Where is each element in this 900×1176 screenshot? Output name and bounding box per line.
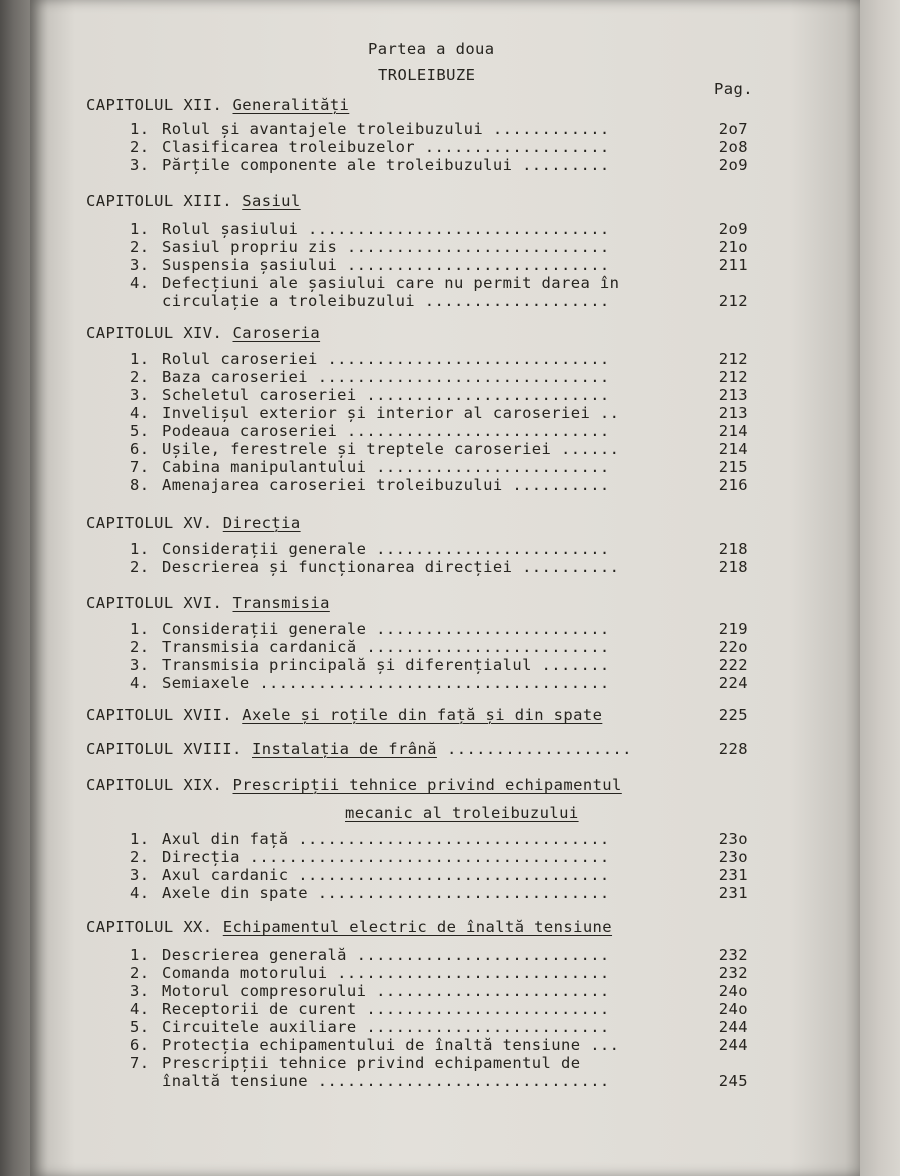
entry-number: 6. bbox=[130, 440, 150, 458]
entry-title: Axele din spate .............................. bbox=[162, 884, 610, 902]
entry-number: 3. bbox=[130, 256, 150, 274]
chapter-dot-leader: ................... bbox=[437, 740, 632, 758]
entry-title: Podeaua caroseriei ........................... bbox=[162, 422, 610, 440]
chapter-heading: CAPITOLUL XII. bbox=[86, 96, 223, 114]
chapter-heading: CAPITOLUL XIX. bbox=[86, 776, 223, 794]
entry-page-number: 22o bbox=[718, 638, 748, 656]
entry-page-number: 2o7 bbox=[718, 120, 748, 138]
next-page-edge bbox=[860, 0, 900, 1176]
entry-number: 2. bbox=[130, 368, 150, 386]
entry-number: 1. bbox=[130, 350, 150, 368]
entry-page-number: 244 bbox=[718, 1018, 748, 1036]
entry-title: Prescripții tehnice privind echipamentul de bbox=[162, 1054, 581, 1072]
entry-title: Clasificarea troleibuzelor ................... bbox=[162, 138, 610, 156]
entry-page-number: 2o8 bbox=[718, 138, 748, 156]
entry-title: Sasiul propriu zis ........................... bbox=[162, 238, 610, 256]
entry-number: 2. bbox=[130, 848, 150, 866]
chapter-title: Transmisia bbox=[232, 594, 330, 612]
entry-number: 3. bbox=[130, 982, 150, 1000]
entry-page-number: 231 bbox=[718, 866, 748, 884]
section-title: TROLEIBUZE bbox=[378, 66, 476, 84]
entry-page-number: 215 bbox=[718, 458, 748, 476]
entry-title: Invelișul exterior și interior al caroseriei .. bbox=[162, 404, 620, 422]
entry-page-number: 219 bbox=[718, 620, 748, 638]
entry-number: 7. bbox=[130, 1054, 150, 1072]
entry-page-number: 24o bbox=[718, 1000, 748, 1018]
chapter-title: Direcția bbox=[222, 514, 301, 532]
entry-title: Rolul caroseriei ............................. bbox=[162, 350, 610, 368]
chapter-heading: CAPITOLUL XX. bbox=[86, 918, 213, 936]
entry-number: 7. bbox=[130, 458, 150, 476]
entry-number: 6. bbox=[130, 1036, 150, 1054]
entry-title: Direcția ..................................... bbox=[162, 848, 610, 866]
entry-page-number: 214 bbox=[718, 422, 748, 440]
entry-number: 4. bbox=[130, 274, 150, 292]
entry-number: 5. bbox=[130, 1018, 150, 1036]
entry-page-number: 23o bbox=[718, 830, 748, 848]
entry-page-number: 214 bbox=[718, 440, 748, 458]
chapter-page-number: 225 bbox=[718, 706, 748, 724]
chapter-heading: CAPITOLUL XV. bbox=[86, 514, 213, 532]
chapter-title: Caroseria bbox=[232, 324, 321, 342]
chapter-heading: CAPITOLUL XVII. bbox=[86, 706, 232, 724]
entry-number: 3. bbox=[130, 156, 150, 174]
entry-page-number: 211 bbox=[718, 256, 748, 274]
entry-number: 2. bbox=[130, 238, 150, 256]
entry-page-number: 213 bbox=[718, 404, 748, 422]
chapter-heading: CAPITOLUL XIII. bbox=[86, 192, 232, 210]
entry-page-number: 21o bbox=[718, 238, 748, 256]
entry-page-number: 218 bbox=[718, 540, 748, 558]
entry-number: 1. bbox=[130, 946, 150, 964]
entry-number: 3. bbox=[130, 656, 150, 674]
part-heading: Partea a doua bbox=[368, 40, 495, 58]
entry-page-number: 2o9 bbox=[718, 156, 748, 174]
entry-number: 1. bbox=[130, 540, 150, 558]
entry-title: Rolul și avantajele troleibuzului ............ bbox=[162, 120, 610, 138]
entry-title: Comanda motorului ............................ bbox=[162, 964, 610, 982]
entry-title: Considerații generale ........................ bbox=[162, 540, 610, 558]
entry-title: Ușile, ferestrele și treptele caroseriei ...... bbox=[162, 440, 620, 458]
entry-title: Transmisia principală și diferențialul ....... bbox=[162, 656, 610, 674]
chapter-title: Prescripții tehnice privind echipamentul bbox=[232, 776, 622, 794]
entry-title: Scheletul caroseriei ......................... bbox=[162, 386, 610, 404]
entry-title: Cabina manipulantului ........................ bbox=[162, 458, 610, 476]
chapter-heading: CAPITOLUL XVI. bbox=[86, 594, 223, 612]
entry-title: Amenajarea caroseriei troleibuzului .......... bbox=[162, 476, 610, 494]
chapter-title: Axele și roțile din față și din spate bbox=[242, 706, 603, 724]
entry-number: 4. bbox=[130, 884, 150, 902]
entry-number: 4. bbox=[130, 1000, 150, 1018]
entry-number: 2. bbox=[130, 638, 150, 656]
entry-title: Rolul șasiului ............................... bbox=[162, 220, 610, 238]
entry-title: circulație a troleibuzului ................... bbox=[162, 292, 610, 310]
entry-title: Defecțiuni ale șasiului care nu permit darea în bbox=[162, 274, 620, 292]
entry-number: 2. bbox=[130, 138, 150, 156]
entry-title: Receptorii de curent ......................... bbox=[162, 1000, 610, 1018]
entry-page-number: 245 bbox=[718, 1072, 748, 1090]
entry-page-number: 244 bbox=[718, 1036, 748, 1054]
entry-page-number: 213 bbox=[718, 386, 748, 404]
entry-page-number: 212 bbox=[718, 292, 748, 310]
entry-title: Considerații generale ........................ bbox=[162, 620, 610, 638]
entry-number: 4. bbox=[130, 674, 150, 692]
entry-number: 4. bbox=[130, 404, 150, 422]
entry-page-number: 232 bbox=[718, 946, 748, 964]
entry-title: Transmisia cardanică ......................... bbox=[162, 638, 610, 656]
entry-title: înaltă tensiune .............................. bbox=[162, 1072, 610, 1090]
chapter-heading: CAPITOLUL XVIII. bbox=[86, 740, 242, 758]
entry-number: 1. bbox=[130, 830, 150, 848]
chapter-title: Sasiul bbox=[242, 192, 301, 210]
entry-page-number: 222 bbox=[718, 656, 748, 674]
chapter-heading: CAPITOLUL XIV. bbox=[86, 324, 223, 342]
entry-number: 1. bbox=[130, 220, 150, 238]
chapter-page-number: 228 bbox=[718, 740, 748, 758]
entry-page-number: 232 bbox=[718, 964, 748, 982]
book-spine-shadow bbox=[0, 0, 30, 1176]
entry-number: 8. bbox=[130, 476, 150, 494]
entry-title: Axul cardanic ................................ bbox=[162, 866, 610, 884]
entry-page-number: 216 bbox=[718, 476, 748, 494]
entry-number: 2. bbox=[130, 558, 150, 576]
entry-title: Baza caroseriei .............................. bbox=[162, 368, 610, 386]
entry-number: 2. bbox=[130, 964, 150, 982]
entry-number: 1. bbox=[130, 120, 150, 138]
chapter-title: Generalități bbox=[232, 96, 350, 114]
entry-title: Motorul compresorului ........................ bbox=[162, 982, 610, 1000]
entry-page-number: 231 bbox=[718, 884, 748, 902]
entry-title: Părțile componente ale troleibuzului ......... bbox=[162, 156, 610, 174]
entry-page-number: 212 bbox=[718, 350, 748, 368]
entry-number: 3. bbox=[130, 866, 150, 884]
chapter-title-continued: mecanic al troleibuzului bbox=[345, 804, 579, 822]
chapter-title: Instalația de frână bbox=[252, 740, 437, 758]
entry-title: Circuitele auxiliare ......................... bbox=[162, 1018, 610, 1036]
entry-page-number: 23o bbox=[718, 848, 748, 866]
entry-number: 5. bbox=[130, 422, 150, 440]
entry-page-number: 2o9 bbox=[718, 220, 748, 238]
entry-number: 1. bbox=[130, 620, 150, 638]
entry-title: Suspensia șasiului ........................... bbox=[162, 256, 610, 274]
entry-title: Descrierea și funcționarea direcției .......... bbox=[162, 558, 620, 576]
entry-page-number: 212 bbox=[718, 368, 748, 386]
entry-title: Protecția echipamentului de înaltă tensiune ... bbox=[162, 1036, 620, 1054]
entry-page-number: 224 bbox=[718, 674, 748, 692]
entry-title: Axul din față ................................ bbox=[162, 830, 610, 848]
page-column-label: Pag. bbox=[714, 80, 753, 98]
entry-number: 3. bbox=[130, 386, 150, 404]
entry-page-number: 24o bbox=[718, 982, 748, 1000]
chapter-title: Echipamentul electric de înaltă tensiune bbox=[222, 918, 613, 936]
entry-page-number: 218 bbox=[718, 558, 748, 576]
entry-title: Descrierea generală .......................... bbox=[162, 946, 610, 964]
entry-title: Semiaxele .................................... bbox=[162, 674, 610, 692]
